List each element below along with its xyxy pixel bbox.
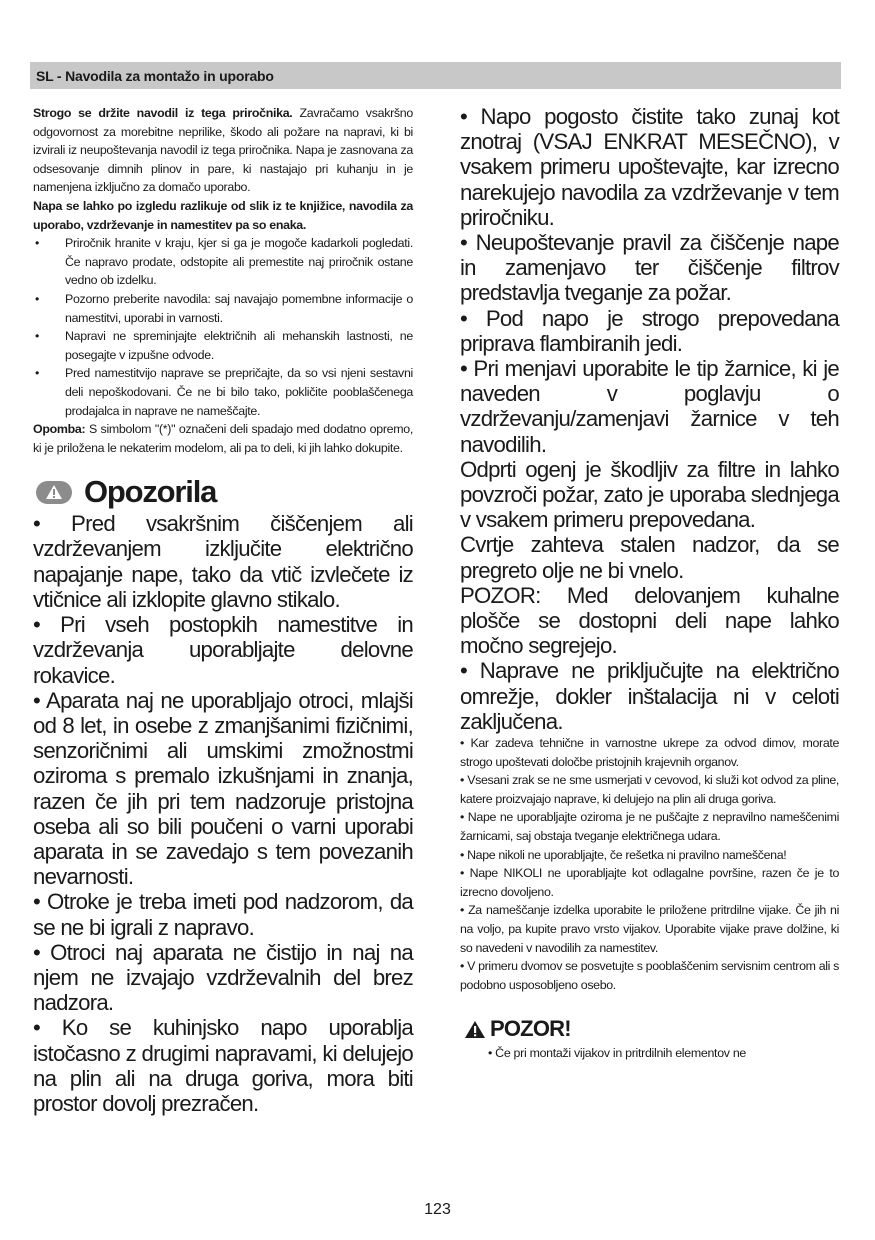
list-item: • Napravi ne spreminjajte električnih ali mehanskih lastnosti, ne posegajte v izpušne odvode. (35, 329, 413, 362)
warning-heading (33, 473, 413, 511)
safety-paragraph: Cvrtje zahteva stalen nadzor, da se pregreto olje ne bi vnelo. (460, 532, 839, 583)
safety-note: • Nape ne uporabljajte oziroma je ne puščajte z nepravilno nameščenimi žarnicami, saj obstaja tveganje električnega udara. (460, 810, 839, 844)
pozor-heading (460, 1014, 839, 1044)
warning-paragraph: • Aparata naj ne uporabljajo otroci, mlajši od 8 let, in osebe z zmanjšanimi fizičnimi, senzoričnimi ali umskimi zmožnostmi oziroma s premalo izkušnjami in znanja, razen če jih pri tem nadzoruje pristojna oseba ali so bili poučeni o varni uporabi aparata in se zavedajo s tem povezanih nevarnosti. (33, 687, 413, 890)
safety-note: • Nape NIKOLI ne uporabljajte kot odlagalne površine, razen če je to izrecno dovoljeno. (460, 866, 839, 899)
safety-note: • Vsesani zrak se ne sme usmerjati v cevovod, ki služi kot odvod za pline, katere proizvajajo naprave, ki delujejo na plin ali druga goriva. (460, 773, 839, 806)
intro-bold-paragraph: Napa se lahko po izgledu razlikuje od slik iz te knjižice, navodila za uporabo, vzdrževanje in namestitev pa so enaka. (33, 198, 413, 232)
safety-note: • V primeru dvomov se posvetujte s pooblaščenim servisnim centrom ali s podobno usposobljeno osebo. (460, 959, 839, 992)
header-title: SL - Navodila za montažo in uporabo (36, 68, 274, 84)
safety-paragraph: • Pri menjavi uporabite le tip žarnice, ki je naveden v poglavju o vzdrževanju/zamenjavi žarnice v teh navodilih. (460, 356, 839, 457)
left-column (33, 104, 413, 1116)
intro-text: Zavračamo vsakršno odgovornost za morebitne neprilike, škodo ali požare na napravi, ki bi izvirali iz neupoštevanja navodil iz tega priročnika. Napa je zasnovana za odsesovanje dimnih plinov in pare, ki nastajajo pri kuhanju in je namenjena izključno za domačo uporabo. (33, 106, 413, 195)
note-text: S simbolom "(*)" označeni deli spadajo med dodatno opremo, ki je priložena le nekaterim modelom, ali pa to deli, ki jih lahko dokupite. (33, 422, 413, 455)
page-number: 123 (424, 1201, 451, 1218)
warning-paragraph: • Otroke je treba imeti pod nadzorom, da se ne bi igrali z napravo. (33, 889, 413, 940)
safety-note: • Kar zadeva tehnične in varnostne ukrepe za odvod dimov, morate strogo upoštevati določbe pristojnih krajevnih organov. (460, 736, 839, 769)
pozor-title: POZOR! (490, 1016, 571, 1042)
safety-note: • Za nameščanje izdelka uporabite le priložene pritrdilne vijake. Če jih ni na voljo, pa kupite pravo vrsto vijakov. Uporabite vijake prave dolžine, ki so navedeni v navodilih za namestitev. (460, 903, 839, 955)
safety-paragraph: • Napo pogosto čistite tako zunaj kot znotraj (VSAJ ENKRAT MESEČNO), v vsakem primeru upoštevajte, kar izrecno narekujejo navodila za vzdrževanje v tem priročniku. (460, 104, 839, 230)
safety-note: • Nape nikoli ne uporabljajte, če rešetka ni pravilno nameščena! (460, 847, 787, 862)
list-item: • Pred namestitvijo naprave se prepričajte, da so vsi njeni sestavni deli nepoškodovani. Če ne bi bilo tako, pokličite pooblaščenega prodajalca in naprave ne nameščajte. (35, 366, 413, 418)
right-column (460, 104, 839, 1063)
note-label: Opomba: (33, 422, 86, 437)
list-item: • Priročnik hranite v kraju, kjer si ga je mogoče kadarkoli pogledati. Če napravo prodate, odstopite ali premestite naj priročnik ostane vedno ob izdelku. (35, 236, 413, 288)
intro-paragraph (33, 104, 413, 197)
safety-paragraph: POZOR: Med delovanjem kuhalne plošče se dostopni deli nape lahko močno segrejejo. (460, 582, 839, 659)
safety-paragraph: • Pod napo je strogo prepovedana priprava flambiranih jedi. (460, 305, 839, 356)
safety-paragraph: • Naprave ne priključujte na električno omrežje, dokler inštalacija ni v celoti zaključena. (460, 658, 839, 734)
warning-paragraph: • Ko se kuhinjsko napo uporablja istočasno z drugimi napravami, ki delujejo na plin ali na druga goriva, mora biti prostor dovolj prezračen. (33, 1015, 413, 1116)
warning-triangle-icon (464, 1020, 486, 1039)
warning-icon (36, 481, 72, 504)
warning-paragraph: • Pred vsakršnim čiščenjem ali vzdrževanjem izključite električno napajanje nape, tako da vtič izvlečete iz vtičnice ali izklopite glavno stikalo. (33, 511, 413, 612)
bullet-list (33, 234, 413, 420)
safety-paragraph: • Neupoštevanje pravil za čiščenje nape in zamenjavo ter čiščenje filtrov predstavlja tveganje za požar. (460, 230, 839, 306)
pozor-text: • Če pri montaži vijakov in pritrdilnih elementov ne (488, 1046, 747, 1061)
warning-paragraph: • Pri vseh postopkih namestitve in vzdrževanja uporabljajte delovne rokavice. (33, 612, 413, 688)
header-bar (30, 62, 841, 89)
list-item: • Pozorno preberite navodila: saj navajajo pomembne informacije o namestitvi, uporabi in varnosti. (35, 291, 413, 325)
note-paragraph (33, 420, 413, 457)
warning-title: Opozorila (84, 474, 217, 510)
safety-paragraph: Odprti ogenj je škodljiv za filtre in lahko povzroči požar, zato je uporaba slednjega v vsakem primeru prepovedana. (460, 456, 839, 533)
warning-paragraph: • Otroci naj aparata ne čistijo in naj na njem ne izvajajo vzdrževalnih del brez nadzora. (33, 939, 413, 1016)
intro-bold: Strogo se držite navodil iz tega priročnika. (33, 106, 293, 120)
